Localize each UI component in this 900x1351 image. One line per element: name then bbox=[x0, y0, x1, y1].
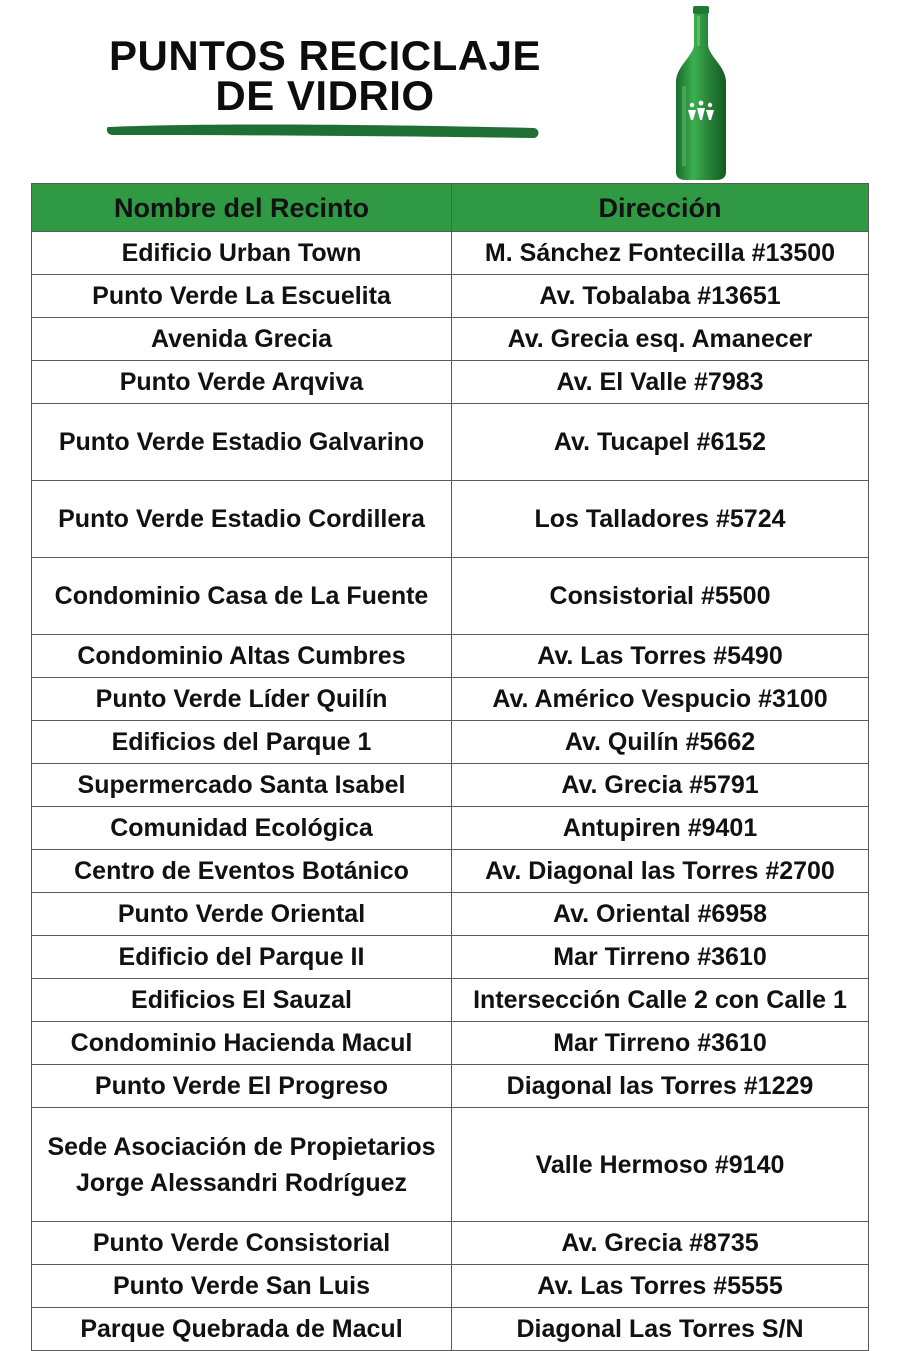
cell-address: Los Talladores #5724 bbox=[452, 481, 869, 558]
cell-address: Av. Américo Vespucio #3100 bbox=[452, 678, 869, 721]
cell-address: Diagonal Las Torres S/N bbox=[452, 1308, 869, 1351]
table-row bbox=[32, 764, 869, 807]
table-row bbox=[32, 893, 869, 936]
cell-name: Supermercado Santa Isabel bbox=[32, 764, 452, 807]
cell-address: Consistorial #5500 bbox=[452, 558, 869, 635]
cell-name: Comunidad Ecológica bbox=[32, 807, 452, 850]
table-row bbox=[32, 721, 869, 764]
table-row bbox=[32, 232, 869, 275]
cell-name: Punto Verde Líder Quilín bbox=[32, 678, 452, 721]
cell-address: Diagonal las Torres #1229 bbox=[452, 1065, 869, 1108]
cell-address: M. Sánchez Fontecilla #13500 bbox=[452, 232, 869, 275]
column-header-address: Dirección bbox=[452, 184, 869, 232]
recycling-points-table bbox=[31, 183, 868, 1351]
table-row bbox=[32, 1065, 869, 1108]
cell-name: Parque Quebrada de Macul bbox=[32, 1308, 452, 1351]
cell-name: Condominio Altas Cumbres bbox=[32, 635, 452, 678]
cell-address: Mar Tirreno #3610 bbox=[452, 1022, 869, 1065]
cell-name: Punto Verde Estadio Galvarino bbox=[32, 404, 452, 481]
table-header-row bbox=[32, 184, 869, 232]
cell-address: Av. Grecia #8735 bbox=[452, 1222, 869, 1265]
table-row bbox=[32, 936, 869, 979]
cell-address: Av. Grecia #5791 bbox=[452, 764, 869, 807]
cell-name: Punto Verde Consistorial bbox=[32, 1222, 452, 1265]
cell-name: Condominio Hacienda Macul bbox=[32, 1022, 452, 1065]
table-row bbox=[32, 1022, 869, 1065]
table-row bbox=[32, 361, 869, 404]
table-row bbox=[32, 275, 869, 318]
table-row bbox=[32, 979, 869, 1022]
table-row bbox=[32, 1108, 869, 1222]
cell-address: Av. Tucapel #6152 bbox=[452, 404, 869, 481]
cell-name-line-1: Sede Asociación de Propietarios bbox=[47, 1132, 436, 1161]
table-row bbox=[32, 481, 869, 558]
cell-address: Av. Diagonal las Torres #2700 bbox=[452, 850, 869, 893]
table-row bbox=[32, 678, 869, 721]
table-row bbox=[32, 635, 869, 678]
table-row bbox=[32, 850, 869, 893]
glass-bottle-icon bbox=[672, 4, 730, 182]
table-row bbox=[32, 1222, 869, 1265]
cell-address: Av. Quilín #5662 bbox=[452, 721, 869, 764]
cell-name: Punto Verde Oriental bbox=[32, 893, 452, 936]
cell-name: Punto Verde San Luis bbox=[32, 1265, 452, 1308]
cell-address: Mar Tirreno #3610 bbox=[452, 936, 869, 979]
cell-name: Punto Verde El Progreso bbox=[32, 1065, 452, 1108]
cell-name: Avenida Grecia bbox=[32, 318, 452, 361]
cell-address: Av. El Valle #7983 bbox=[452, 361, 869, 404]
table-row bbox=[32, 807, 869, 850]
cell-address: Av. Las Torres #5555 bbox=[452, 1265, 869, 1308]
cell-name: Punto Verde Estadio Cordillera bbox=[32, 481, 452, 558]
brush-underline bbox=[106, 119, 540, 141]
cell-name: Edificios del Parque 1 bbox=[32, 721, 452, 764]
cell-address: Intersección Calle 2 con Calle 1 bbox=[452, 979, 869, 1022]
title-line-2: DE VIDRIO bbox=[215, 72, 435, 119]
cell-name: Edificio del Parque II bbox=[32, 936, 452, 979]
table-row bbox=[32, 1308, 869, 1351]
cell-name: Edificio Urban Town bbox=[32, 232, 452, 275]
table-row bbox=[32, 558, 869, 635]
table-row bbox=[32, 318, 869, 361]
cell-name: Edificios El Sauzal bbox=[32, 979, 452, 1022]
cell-address: Av. Las Torres #5490 bbox=[452, 635, 869, 678]
cell-name: Punto Verde Arqviva bbox=[32, 361, 452, 404]
cell-address: Av. Tobalaba #13651 bbox=[452, 275, 869, 318]
table-row bbox=[32, 1265, 869, 1308]
cell-name: Punto Verde La Escuelita bbox=[32, 275, 452, 318]
column-header-name: Nombre del Recinto bbox=[32, 184, 452, 232]
cell-name-line-2: Jorge Alessandri Rodríguez bbox=[75, 1168, 408, 1197]
cell-name bbox=[32, 1108, 452, 1222]
cell-name: Centro de Eventos Botánico bbox=[32, 850, 452, 893]
cell-name: Condominio Casa de La Fuente bbox=[32, 558, 452, 635]
cell-address: Antupiren #9401 bbox=[452, 807, 869, 850]
page-title bbox=[100, 32, 550, 119]
title-line-1: PUNTOS RECICLAJE bbox=[109, 32, 541, 79]
table-row bbox=[32, 404, 869, 481]
cell-address: Av. Oriental #6958 bbox=[452, 893, 869, 936]
cell-address: Valle Hermoso #9140 bbox=[452, 1108, 869, 1222]
cell-address: Av. Grecia esq. Amanecer bbox=[452, 318, 869, 361]
